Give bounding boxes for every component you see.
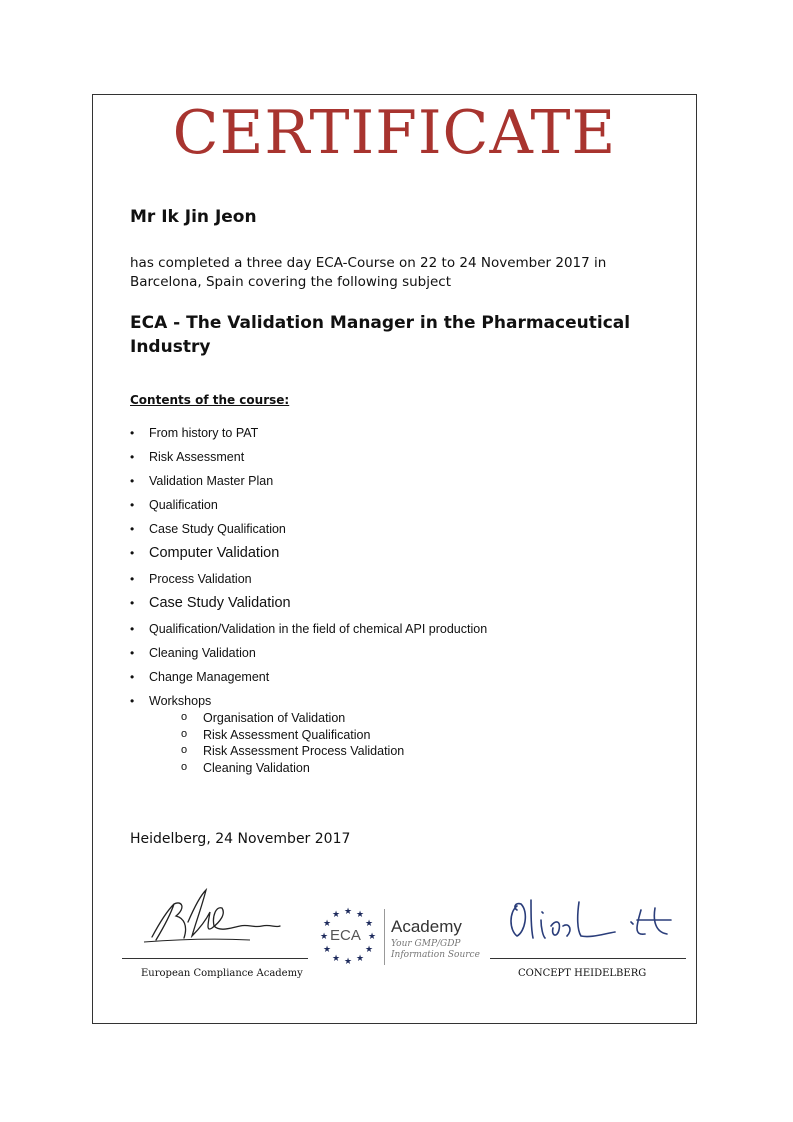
list-item: • Cleaning Validation [130,645,487,669]
list-item: • From history to PAT [130,425,487,449]
certificate-title: CERTIFICATE [172,98,617,168]
svg-text:★: ★ [322,919,332,929]
completion-statement: has completed a three day ECA-Course on 22 to 24 November 2017 in Barcelona, Spain covering the following subject [130,255,607,290]
svg-text:★: ★ [355,910,365,920]
svg-text:★: ★ [331,910,341,920]
svg-text:★: ★ [364,919,374,929]
logo-tagline-1: Your GMP/GDP [391,939,461,949]
sublist-item: o Cleaning Validation [181,760,487,777]
signature-line-right [490,958,686,959]
list-item: • Qualification [130,497,487,521]
svg-text:★: ★ [322,945,332,955]
logo-divider [384,909,385,965]
workshops-label: Workshops [149,694,212,708]
list-item-workshops [130,693,487,776]
workshops-sublist [149,710,487,776]
logo-academy-text: Academy [391,917,462,936]
signature-left [130,882,290,952]
recipient-name: Mr Ik Jin Jeon [130,207,257,227]
svg-text:★: ★ [343,907,353,917]
list-item: • Case Study Validation [130,595,487,621]
sublist-item: o Risk Assessment Process Validation [181,743,487,760]
place-and-date: Heidelberg, 24 November 2017 [130,831,351,847]
svg-text:★: ★ [355,954,365,964]
list-item: • Qualification/Validation in the field of chemical API production [130,621,487,645]
signatory-left: European Compliance Academy [141,968,303,979]
signature-right [495,886,685,956]
logo-eca-text: ECA [330,927,361,944]
svg-text:★: ★ [343,957,353,967]
course-contents-list [130,425,487,776]
course-title: ECA - The Validation Manager in the Pharmaceutical Industry [130,313,631,357]
svg-text:★: ★ [331,954,341,964]
contents-heading: Contents of the course: [130,393,290,407]
svg-text:★: ★ [319,932,329,942]
list-item: • Risk Assessment [130,449,487,473]
svg-text:★: ★ [364,945,374,955]
eca-academy-logo [316,905,488,969]
list-item: • Case Study Qualification [130,521,487,545]
list-item: • Process Validation [130,571,487,595]
sublist-item: o Risk Assessment Qualification [181,727,487,744]
svg-text:★: ★ [367,932,377,942]
signatory-right: CONCEPT HEIDELBERG [518,968,647,979]
signature-line-left [122,958,308,959]
list-item: • Validation Master Plan [130,473,487,497]
sublist-item: o Organisation of Validation [181,710,487,727]
logo-tagline-2: Information Source [391,950,480,960]
list-item: • Change Management [130,669,487,693]
list-item: • Computer Validation [130,545,487,571]
